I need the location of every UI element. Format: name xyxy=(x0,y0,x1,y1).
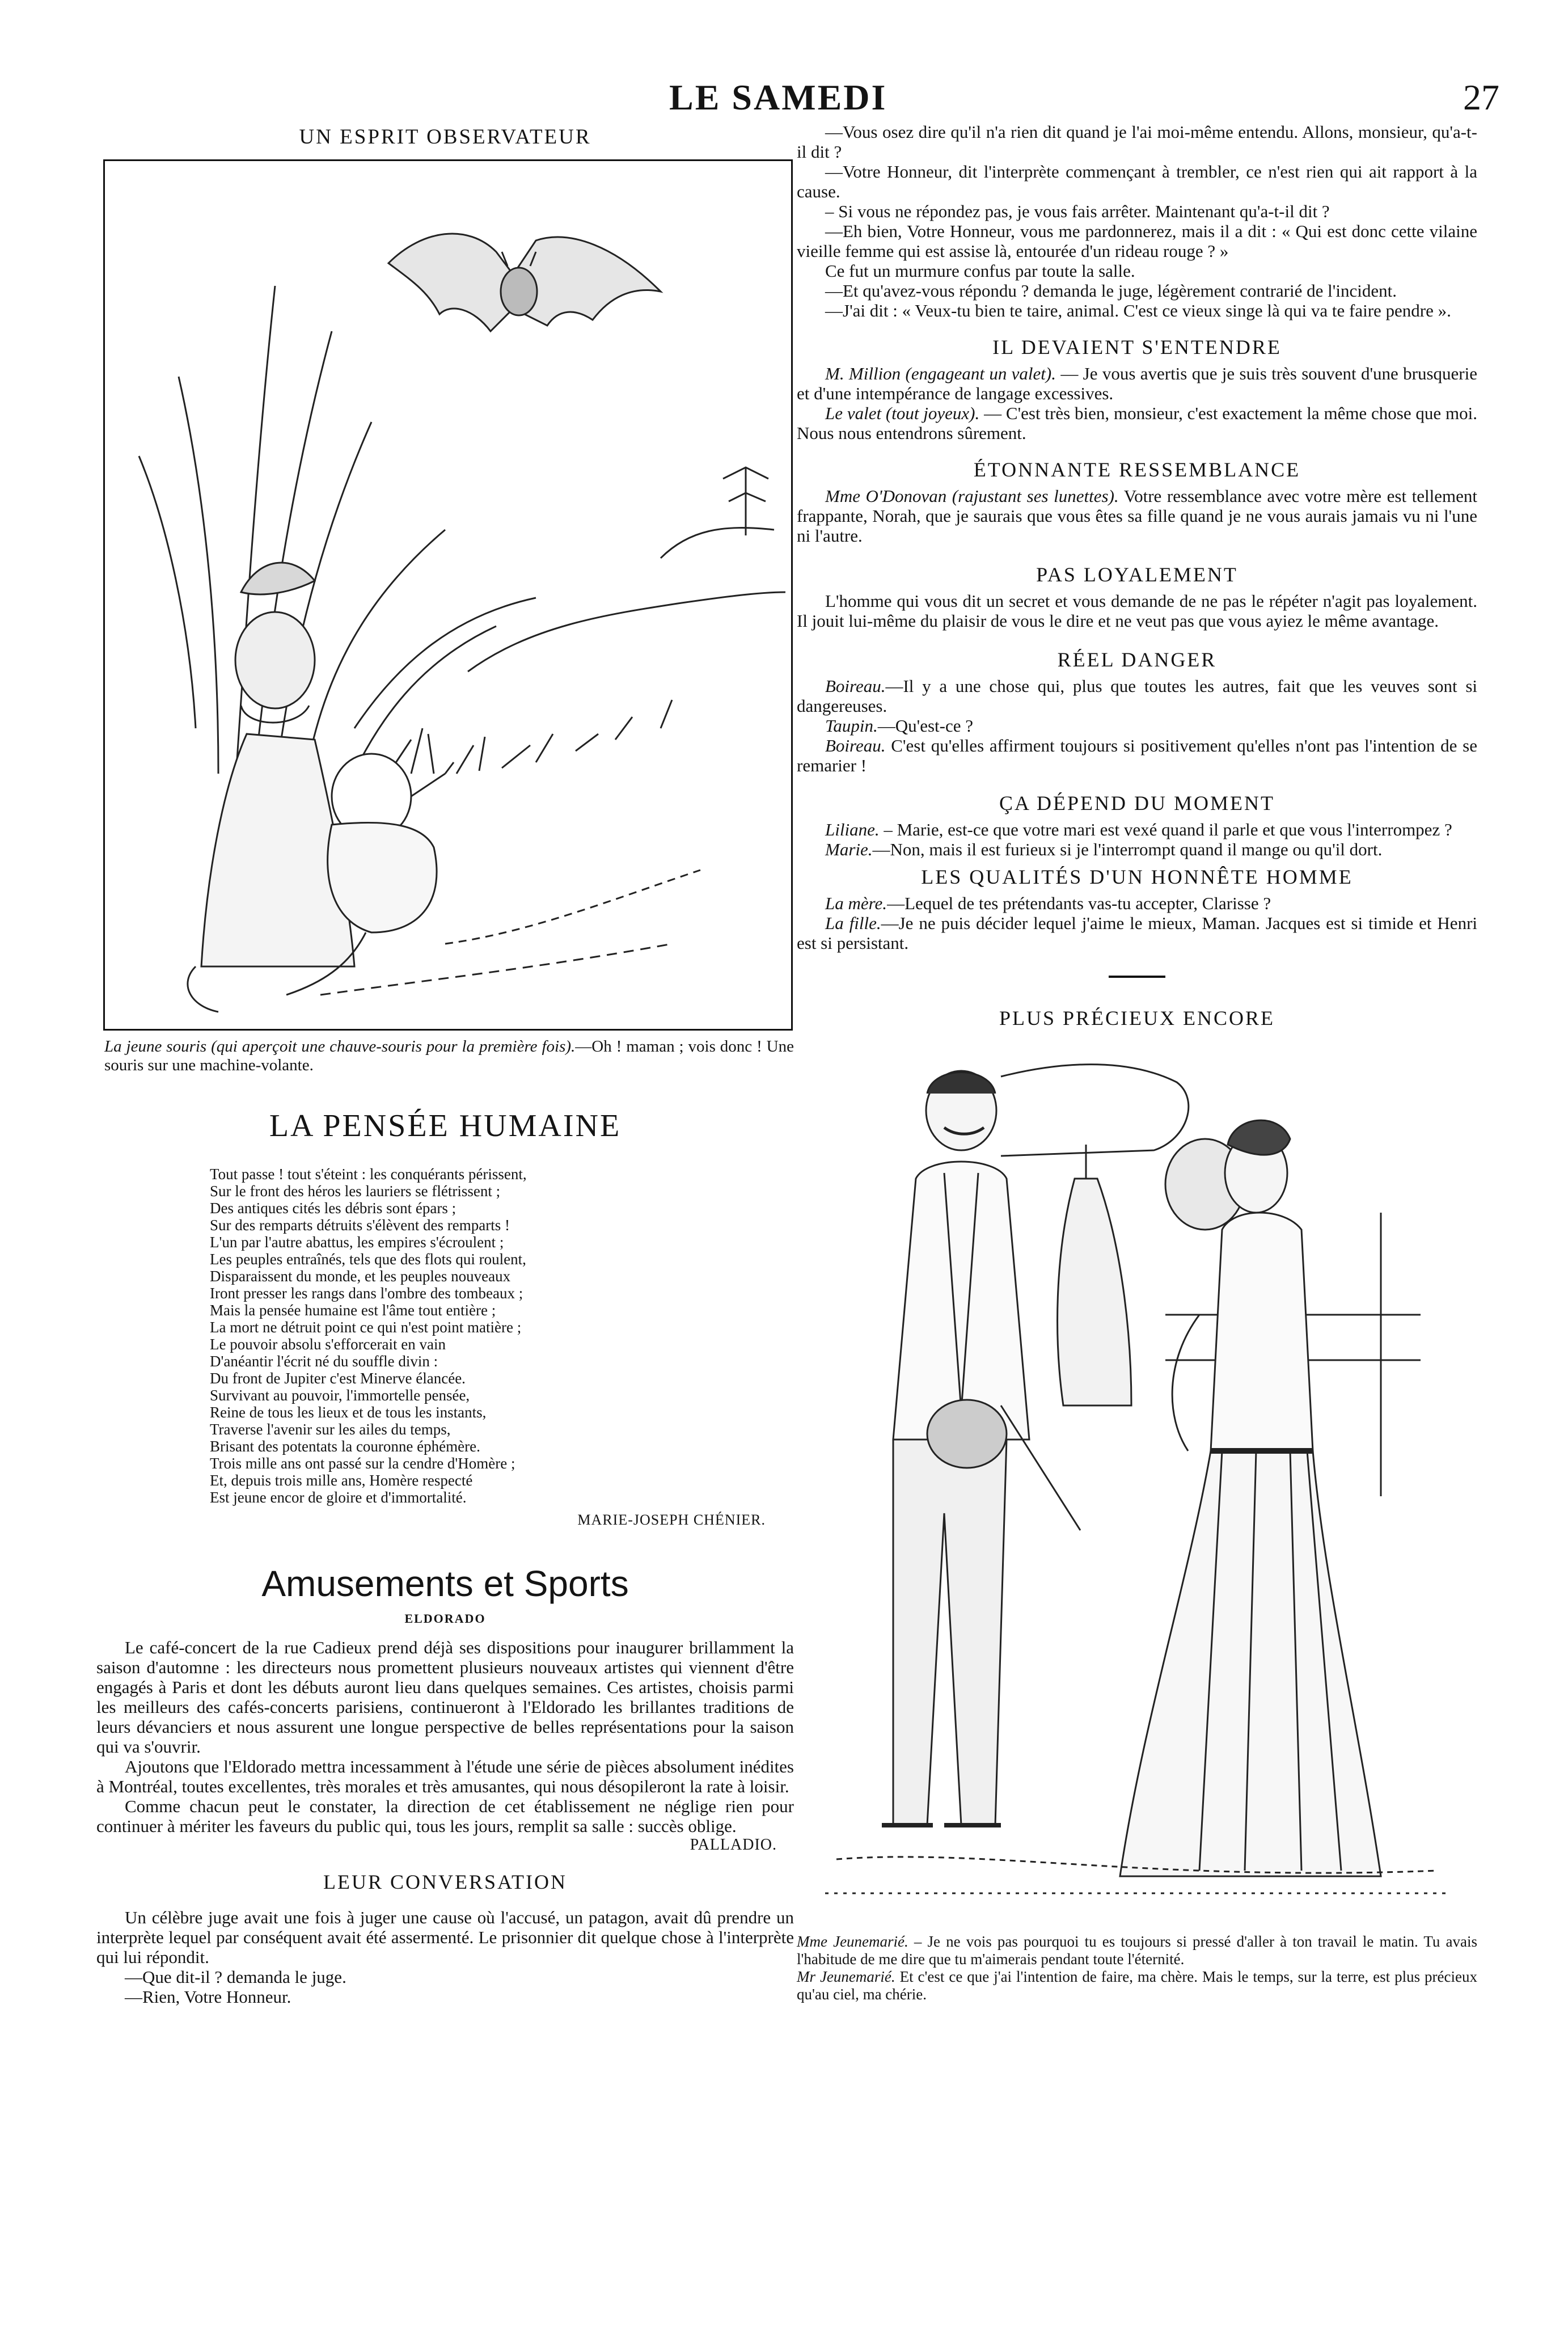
newspaper-title: LE SAMEDI xyxy=(669,77,887,117)
line-text: – Marie, est-ce que votre mari est vexé quand il parle et que vous l'interrompez ? xyxy=(879,820,1452,839)
s6-title: LES QUALITÉS D'UN HONNÊTE HOMME xyxy=(921,866,1353,888)
speaker: Taupin. xyxy=(825,716,878,736)
s5-line xyxy=(797,839,1477,859)
cartoon1-caption xyxy=(104,1037,794,1075)
s6-line xyxy=(797,913,1477,953)
conversation-title: LEUR CONVERSATION xyxy=(323,1871,567,1893)
s1-line xyxy=(797,403,1477,443)
continuation-line: —Et qu'avez-vous répondu ? demanda le juge, légèrement contrarié de l'incident. xyxy=(825,281,1397,301)
amusements-paragraph: Ajoutons que l'Eldorado mettra incessamment à l'étude une série de pièces absolument inédites à Montréal, toutes excellentes, très morales et très amusantes, qui nous désopileront la rate à loisir. xyxy=(96,1757,794,1796)
speaker: Mme O'Donovan (rajustant ses lunettes). xyxy=(825,486,1119,506)
poem-line: D'anéantir l'écrit né du souffle divin : xyxy=(210,1353,438,1370)
line-text: Votre ressemblance avec votre mère est tellement frappante, Norah, que je saurais que vous êtes sa fille quand je ne vous aurais jamais vu ni l'une ni l'autre. xyxy=(797,486,1477,546)
poem-title: LA PENSÉE HUMAINE xyxy=(269,1108,622,1143)
poem-line: Reine de tous les lieux et de tous les instants, xyxy=(210,1404,487,1421)
poem-line: Du front de Jupiter c'est Minerve élancée. xyxy=(210,1370,466,1387)
speaker: La mère. xyxy=(825,893,887,913)
continuation-line: – Si vous ne répondez pas, je vous fais arrêter. Maintenant qu'a-t-il dit ? xyxy=(825,201,1330,221)
speaker: Le valet (tout joyeux). xyxy=(825,403,980,423)
continuation-line: —Votre Honneur, dit l'interprète commençant à trembler, ce n'est rien qui ait rapport à la cause. xyxy=(797,162,1477,201)
s2-line xyxy=(797,486,1477,546)
conversation-line: —Rien, Votre Honneur. xyxy=(125,1987,291,2007)
s1-line xyxy=(797,364,1477,403)
conversation-paragraph: Un célèbre juge avait une fois à juger une cause où l'accusé, un patagon, avait dû prendre un interprète lequel par conséquent avait été assermenté. Le prisonnier dit quelque chose à l'interprète qui lui répondit. xyxy=(96,1907,794,1967)
poem-line: L'un par l'autre abattus, les empires s'écroulent ; xyxy=(210,1234,504,1251)
speaker: Mme Jeunemarié. xyxy=(797,1933,908,1950)
amusements-paragraph: Le café-concert de la rue Cadieux prend déjà ses dispositions pour inaugurer brillamment la saison d'automne : les directeurs nous promettent plusieurs nouveaux artistes qui viennent d'être engagés à Paris et dont les débuts auront lieu dans quelques semaines. Ces artistes, choisis parmi les meilleurs des cafés-concerts parisiens, continueront à l'Eldorado les brillantes traditions de leurs dévanciers et nous assurent une longue perspective de belles représentations pour la saison qui va s'ouvrir. xyxy=(96,1637,794,1757)
poem-line: Sur des remparts détruits s'élèvent des remparts ! xyxy=(210,1217,510,1234)
caption-text: —Oh ! maman ; vois donc ! Une souris sur une machine-volante. xyxy=(104,1037,794,1074)
poem-line: Est jeune encor de gloire et d'immortalité. xyxy=(210,1489,467,1506)
speaker: Boireau. xyxy=(825,736,886,755)
poem-signature: MARIE-JOSEPH CHÉNIER. xyxy=(577,1512,766,1528)
poem-line: Sur le front des héros les lauriers se flétrissent ; xyxy=(210,1183,501,1200)
s1-title: IL DEVAIENT S'ENTENDRE xyxy=(992,336,1282,358)
speaker: Liliane. xyxy=(825,820,880,839)
poem-line: Survivant au pouvoir, l'immortelle pensée, xyxy=(210,1387,470,1404)
cartoon2-illustration xyxy=(814,1042,1466,1927)
amusements-signature: PALLADIO. xyxy=(690,1836,777,1854)
s2-title: ÉTONNANTE RESSEMBLANCE xyxy=(973,458,1301,481)
speaker: M. Million (engageant un valet). xyxy=(825,364,1056,383)
page-number: 27 xyxy=(1463,77,1499,117)
cartoon1-title: UN ESPRIT OBSERVATEUR xyxy=(299,125,591,149)
speaker: Mr Jeunemarié. xyxy=(797,1968,895,1985)
couple-drawing xyxy=(814,1042,1466,1927)
s3-title: PAS LOYALEMENT xyxy=(1036,563,1238,586)
speaker: Marie. xyxy=(825,839,873,859)
line-text: —Non, mais il est furieux si je l'interrompt quand il mange ou qu'il dort. xyxy=(872,839,1383,859)
continuation-line: —J'ai dit : « Veux-tu bien te taire, animal. C'est ce vieux singe là qui va te faire pendre ». xyxy=(825,301,1451,320)
continuation-line: Ce fut un murmure confus par toute la salle. xyxy=(825,261,1135,281)
conversation-body xyxy=(96,1907,794,2007)
cartoon1-illustration xyxy=(103,159,793,1031)
amusements-paragraph: Comme chacun peut le constater, la direction de cet établissement ne néglige rien pour continuer à mériter les faveurs du public qui, tous les jours, remplit sa salle : succès oblige. xyxy=(96,1796,794,1836)
cartoon2-title: PLUS PRÉCIEUX ENCORE xyxy=(999,1007,1275,1029)
amusements-subtitle: ELDORADO xyxy=(404,1611,486,1626)
speaker: La fille. xyxy=(825,913,881,933)
s4-line xyxy=(797,676,1477,716)
section-divider xyxy=(1109,976,1165,978)
s6-line xyxy=(797,893,1477,913)
line-text: — C'est très bien, monsieur, c'est exactement la même chose que moi. Nous nous entendrons sûrement. xyxy=(797,403,1477,443)
conversation-continued xyxy=(797,122,1477,320)
line-text: – Je ne vois pas pourquoi tu es toujours si pressé d'aller à ton travail le matin. Tu avais l'habitude de me dire que tu m'aimerais pendant toute l'éternité. xyxy=(797,1933,1477,1968)
amusements-body xyxy=(96,1637,794,1854)
poem-line: Disparaissent du monde, et les peuples nouveaux xyxy=(210,1268,511,1285)
poem-line: Le pouvoir absolu s'efforcerait en vain xyxy=(210,1336,446,1353)
line-text: Et c'est ce que j'ai l'intention de faire, ma chère. Mais le temps, sur la terre, est plus précieux qu'au ciel, ma chérie. xyxy=(797,1968,1477,2003)
poem-line: La mort ne détruit point ce qui n'est point matière ; xyxy=(210,1319,522,1336)
poem-line: Des antiques cités les débris sont épars ; xyxy=(210,1200,457,1217)
poem-line: Mais la pensée humaine est l'âme tout entière ; xyxy=(210,1302,496,1319)
speaker: Boireau. xyxy=(825,676,886,696)
line-text: —Je ne puis décider lequel j'aime le mieux, Maman. Jacques est si timide et Henri est si persistant. xyxy=(797,913,1478,953)
continuation-line: —Vous osez dire qu'il n'a rien dit quand je l'ai moi-même entendu. Allons, monsieur, qu'a-t-il dit ? xyxy=(797,122,1477,162)
line-text: —Qu'est-ce ? xyxy=(877,716,974,736)
s4-line xyxy=(797,716,1477,736)
s4-line xyxy=(797,736,1477,775)
line-text: — Je vous avertis que je suis très souvent d'une brusquerie et d'une intempérance de langage excessives. xyxy=(797,364,1477,403)
poem-line: Iront presser les rangs dans l'ombre des tombeaux ; xyxy=(210,1285,523,1302)
s5-title: ÇA DÉPEND DU MOMENT xyxy=(999,792,1275,814)
poem-body xyxy=(96,1166,794,1506)
bat-and-mice-drawing xyxy=(105,161,791,1029)
caption-speaker: La jeune souris (qui aperçoit une chauve-souris pour la première fois). xyxy=(104,1037,576,1056)
poem-line: Les peuples entraînés, tels que des flots qui roulent, xyxy=(210,1251,526,1268)
left-column xyxy=(96,125,794,2007)
continuation-line: —Eh bien, Votre Honneur, vous me pardonnerez, mais il a dit : « Qui est donc cette vilaine vieille femme qui est assise là, entourée d'un rideau rouge ? » xyxy=(797,221,1477,261)
line-text: C'est qu'elles affirment toujours si positivement qu'elles n'ont pas l'intention de se remarier ! xyxy=(797,736,1477,775)
conversation-line: —Que dit-il ? demanda le juge. xyxy=(125,1967,346,1987)
right-column xyxy=(797,122,1477,2003)
s3-text: L'homme qui vous dit un secret et vous demande de ne pas le répéter n'agit pas loyalement. Il jouit lui-même du plaisir de vous le dire et ne veut pas que vous ayiez le même avantage. xyxy=(797,591,1477,631)
poem-line: Brisant des potentats la couronne éphémère. xyxy=(210,1438,480,1455)
s4-title: RÉEL DANGER xyxy=(1057,648,1217,671)
poem-line: Trois mille ans ont passé sur la cendre d'Homère ; xyxy=(210,1455,515,1472)
line-text: —Il y a une chose qui, plus que toutes les autres, fait que les veuves sont si dangereuses. xyxy=(797,676,1477,716)
line-text: —Lequel de tes prétendants vas-tu accepter, Clarisse ? xyxy=(887,893,1271,913)
s5-line xyxy=(797,820,1477,839)
amusements-title: Amusements et Sports xyxy=(261,1563,629,1604)
cartoon2-caption-1 xyxy=(797,1933,1477,1968)
poem-line: Tout passe ! tout s'éteint : les conquérants périssent, xyxy=(210,1166,527,1183)
cartoon2-caption-2 xyxy=(797,1968,1477,2003)
poem-line: Traverse l'avenir sur les ailes du temps, xyxy=(210,1421,451,1438)
poem-line: Et, depuis trois mille ans, Homère respecté xyxy=(210,1472,473,1489)
